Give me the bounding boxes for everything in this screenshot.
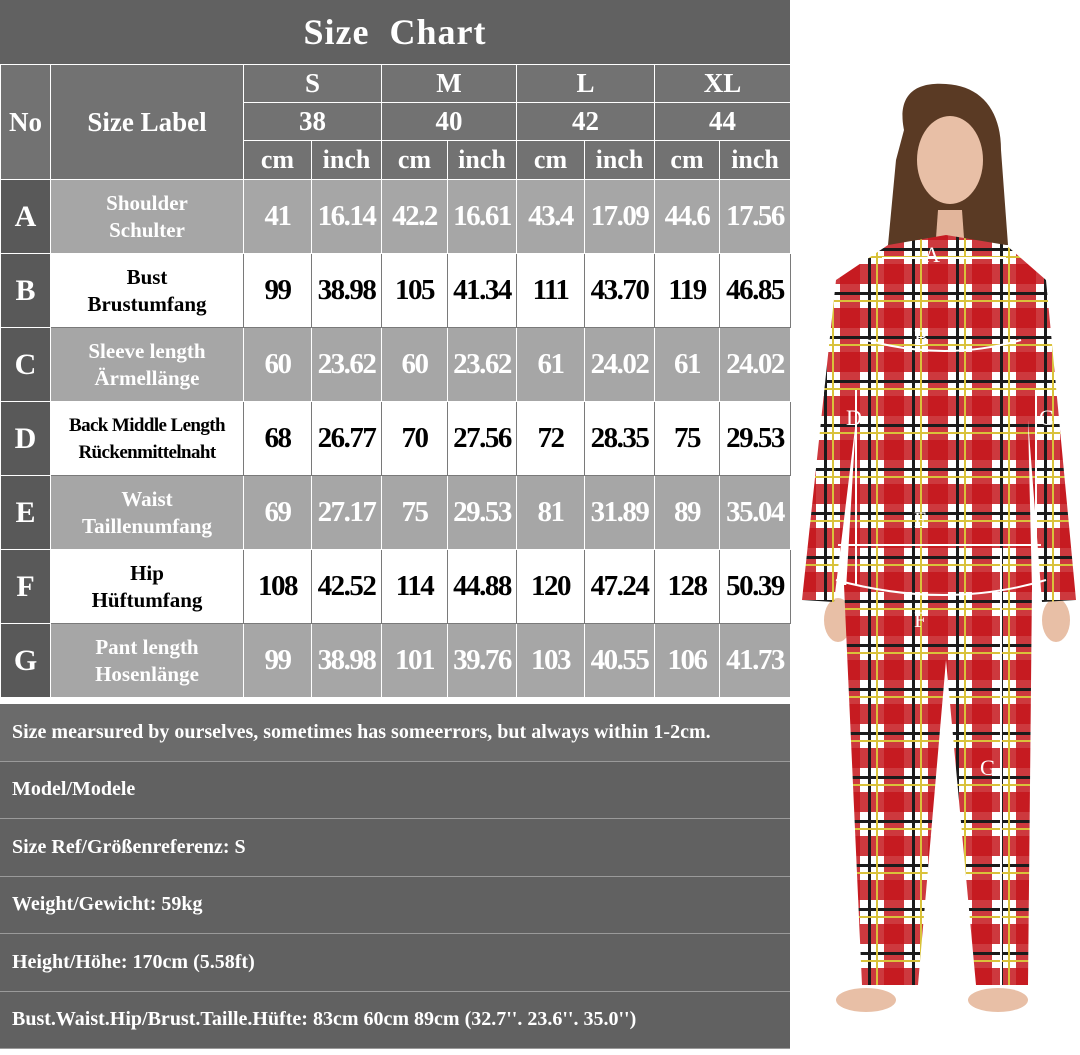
header-number-s: 38 <box>244 103 382 141</box>
note-line: Size Ref/Größenreferenz: S <box>0 819 790 877</box>
row-letter: D <box>1 402 51 476</box>
cell-value: 17.56 <box>720 180 791 254</box>
cell-value: 43.70 <box>585 254 655 328</box>
cell-value: 50.39 <box>720 550 791 624</box>
row-label-de: Ärmellänge <box>94 365 200 390</box>
cell-value: 29.53 <box>448 476 517 550</box>
header-size-l: L <box>517 65 655 103</box>
marker-label: A <box>924 242 940 267</box>
cell-value: 40.55 <box>585 624 655 698</box>
row-label <box>51 402 244 476</box>
marker-label: E <box>914 507 928 532</box>
cell-value: 81 <box>517 476 585 550</box>
note-line: Model/Modele <box>0 762 790 820</box>
row-label-en: Bust <box>126 264 168 289</box>
cell-value: 39.76 <box>448 624 517 698</box>
header-unit-cm: cm <box>517 141 585 180</box>
row-letter: E <box>1 476 51 550</box>
cell-value: 120 <box>517 550 585 624</box>
row-label-en: Pant length <box>95 634 199 659</box>
face-shape <box>917 116 983 204</box>
note-line: Height/Höhe: 170cm (5.58ft) <box>0 934 790 992</box>
header-unit-cm: cm <box>655 141 720 180</box>
row-label <box>51 328 244 402</box>
cell-value: 41.34 <box>448 254 517 328</box>
cell-value: 128 <box>655 550 720 624</box>
header-size-label: Size Label <box>51 65 244 180</box>
row-label-de: Brustumfang <box>87 291 207 316</box>
cell-value: 47.24 <box>585 550 655 624</box>
cell-value: 28.35 <box>585 402 655 476</box>
cell-value: 38.98 <box>312 254 382 328</box>
header-number-l: 42 <box>517 103 655 141</box>
header-size-s: S <box>244 65 382 103</box>
row-label <box>51 180 244 254</box>
table-row <box>1 476 791 550</box>
marker-label: D <box>846 405 862 430</box>
cell-value: 68 <box>244 402 312 476</box>
cell-value: 43.4 <box>517 180 585 254</box>
cell-value: 103 <box>517 624 585 698</box>
table-row <box>1 180 791 254</box>
neck-shape <box>936 210 964 238</box>
cell-value: 119 <box>655 254 720 328</box>
row-label <box>51 476 244 550</box>
row-letter: F <box>1 550 51 624</box>
cell-value: 41 <box>244 180 312 254</box>
cell-value: 23.62 <box>448 328 517 402</box>
cell-value: 75 <box>655 402 720 476</box>
cell-value: 27.56 <box>448 402 517 476</box>
cell-value: 24.02 <box>720 328 791 402</box>
right-foot-shape <box>968 988 1028 1012</box>
cell-value: 17.09 <box>585 180 655 254</box>
note-line: Weight/Gewicht: 59kg <box>0 877 790 935</box>
pants-shape <box>844 585 1032 985</box>
table-row <box>1 624 791 698</box>
note-line: Size mearsured by ourselves, sometimes has someerrors, but always within 1-2cm. <box>0 704 790 762</box>
cell-value: 42.2 <box>382 180 448 254</box>
header-no: No <box>1 65 51 180</box>
cell-value: 16.61 <box>448 180 517 254</box>
model-illustration <box>796 0 1080 1055</box>
cell-value: 44.6 <box>655 180 720 254</box>
cell-value: 101 <box>382 624 448 698</box>
cell-value: 29.53 <box>720 402 791 476</box>
cell-value: 16.14 <box>312 180 382 254</box>
cell-value: 69 <box>244 476 312 550</box>
header-number-m: 40 <box>382 103 517 141</box>
cell-value: 61 <box>655 328 720 402</box>
cell-value: 38.98 <box>312 624 382 698</box>
cell-value: 23.62 <box>312 328 382 402</box>
row-label-en: Shoulder <box>106 190 188 215</box>
row-letter: A <box>1 180 51 254</box>
marker-label: F <box>914 607 927 632</box>
row-letter: G <box>1 624 51 698</box>
cell-value: 46.85 <box>720 254 791 328</box>
row-label-de: Rückenmittelnaht <box>78 441 216 463</box>
cell-value: 89 <box>655 476 720 550</box>
marker-label: B <box>914 325 929 350</box>
cell-value: 108 <box>244 550 312 624</box>
marker-label: G <box>980 755 996 780</box>
row-label-de: Hosenlänge <box>95 661 199 686</box>
row-label <box>51 624 244 698</box>
table-row <box>1 254 791 328</box>
row-label-en: Waist <box>121 486 173 511</box>
cell-value: 61 <box>517 328 585 402</box>
cell-value: 114 <box>382 550 448 624</box>
row-letter: B <box>1 254 51 328</box>
cell-value: 105 <box>382 254 448 328</box>
table-row <box>1 402 791 476</box>
notes-list <box>0 704 790 1049</box>
header-size-xl: XL <box>655 65 791 103</box>
pajama-top-shape <box>802 235 1076 602</box>
header-unit-inch: inch <box>448 141 517 180</box>
cell-value: 26.77 <box>312 402 382 476</box>
cell-value: 60 <box>244 328 312 402</box>
chart-title: Size Chart <box>0 0 790 64</box>
cell-value: 41.73 <box>720 624 791 698</box>
note-line: Bust.Waist.Hip/Brust.Taille.Hüfte: 83cm 60cm 89cm (32.7''. 23.6''. 35.0'') <box>0 992 790 1050</box>
marker-label: C <box>1039 405 1054 430</box>
cell-value: 27.17 <box>312 476 382 550</box>
row-label-de: Hüftumfang <box>91 587 203 612</box>
row-label-en: Sleeve length <box>88 338 206 363</box>
cell-value: 31.89 <box>585 476 655 550</box>
cell-value: 44.88 <box>448 550 517 624</box>
header-number-xl: 44 <box>655 103 791 141</box>
size-table <box>0 64 791 698</box>
header-unit-inch: inch <box>585 141 655 180</box>
cell-value: 72 <box>517 402 585 476</box>
cell-value: 35.04 <box>720 476 791 550</box>
header-unit-inch: inch <box>720 141 791 180</box>
left-foot-shape <box>836 988 896 1012</box>
table-row <box>1 550 791 624</box>
row-label-en: Back Middle Length <box>69 414 225 436</box>
row-label-de: Schulter <box>109 217 185 242</box>
row-label <box>51 254 244 328</box>
cell-value: 75 <box>382 476 448 550</box>
cell-value: 70 <box>382 402 448 476</box>
row-label-en: Hip <box>130 560 164 585</box>
cell-value: 60 <box>382 328 448 402</box>
cell-value: 42.52 <box>312 550 382 624</box>
header-row-size-letter <box>1 65 791 103</box>
header-unit-cm: cm <box>382 141 448 180</box>
cell-value: 99 <box>244 254 312 328</box>
table-row <box>1 328 791 402</box>
cell-value: 111 <box>517 254 585 328</box>
row-letter: C <box>1 328 51 402</box>
row-label-de: Taillenumfang <box>82 513 212 538</box>
cell-value: 99 <box>244 624 312 698</box>
cell-value: 106 <box>655 624 720 698</box>
header-unit-inch: inch <box>312 141 382 180</box>
cell-value: 24.02 <box>585 328 655 402</box>
row-label <box>51 550 244 624</box>
right-hand-shape <box>1042 598 1070 642</box>
header-unit-cm: cm <box>244 141 312 180</box>
header-size-m: M <box>382 65 517 103</box>
